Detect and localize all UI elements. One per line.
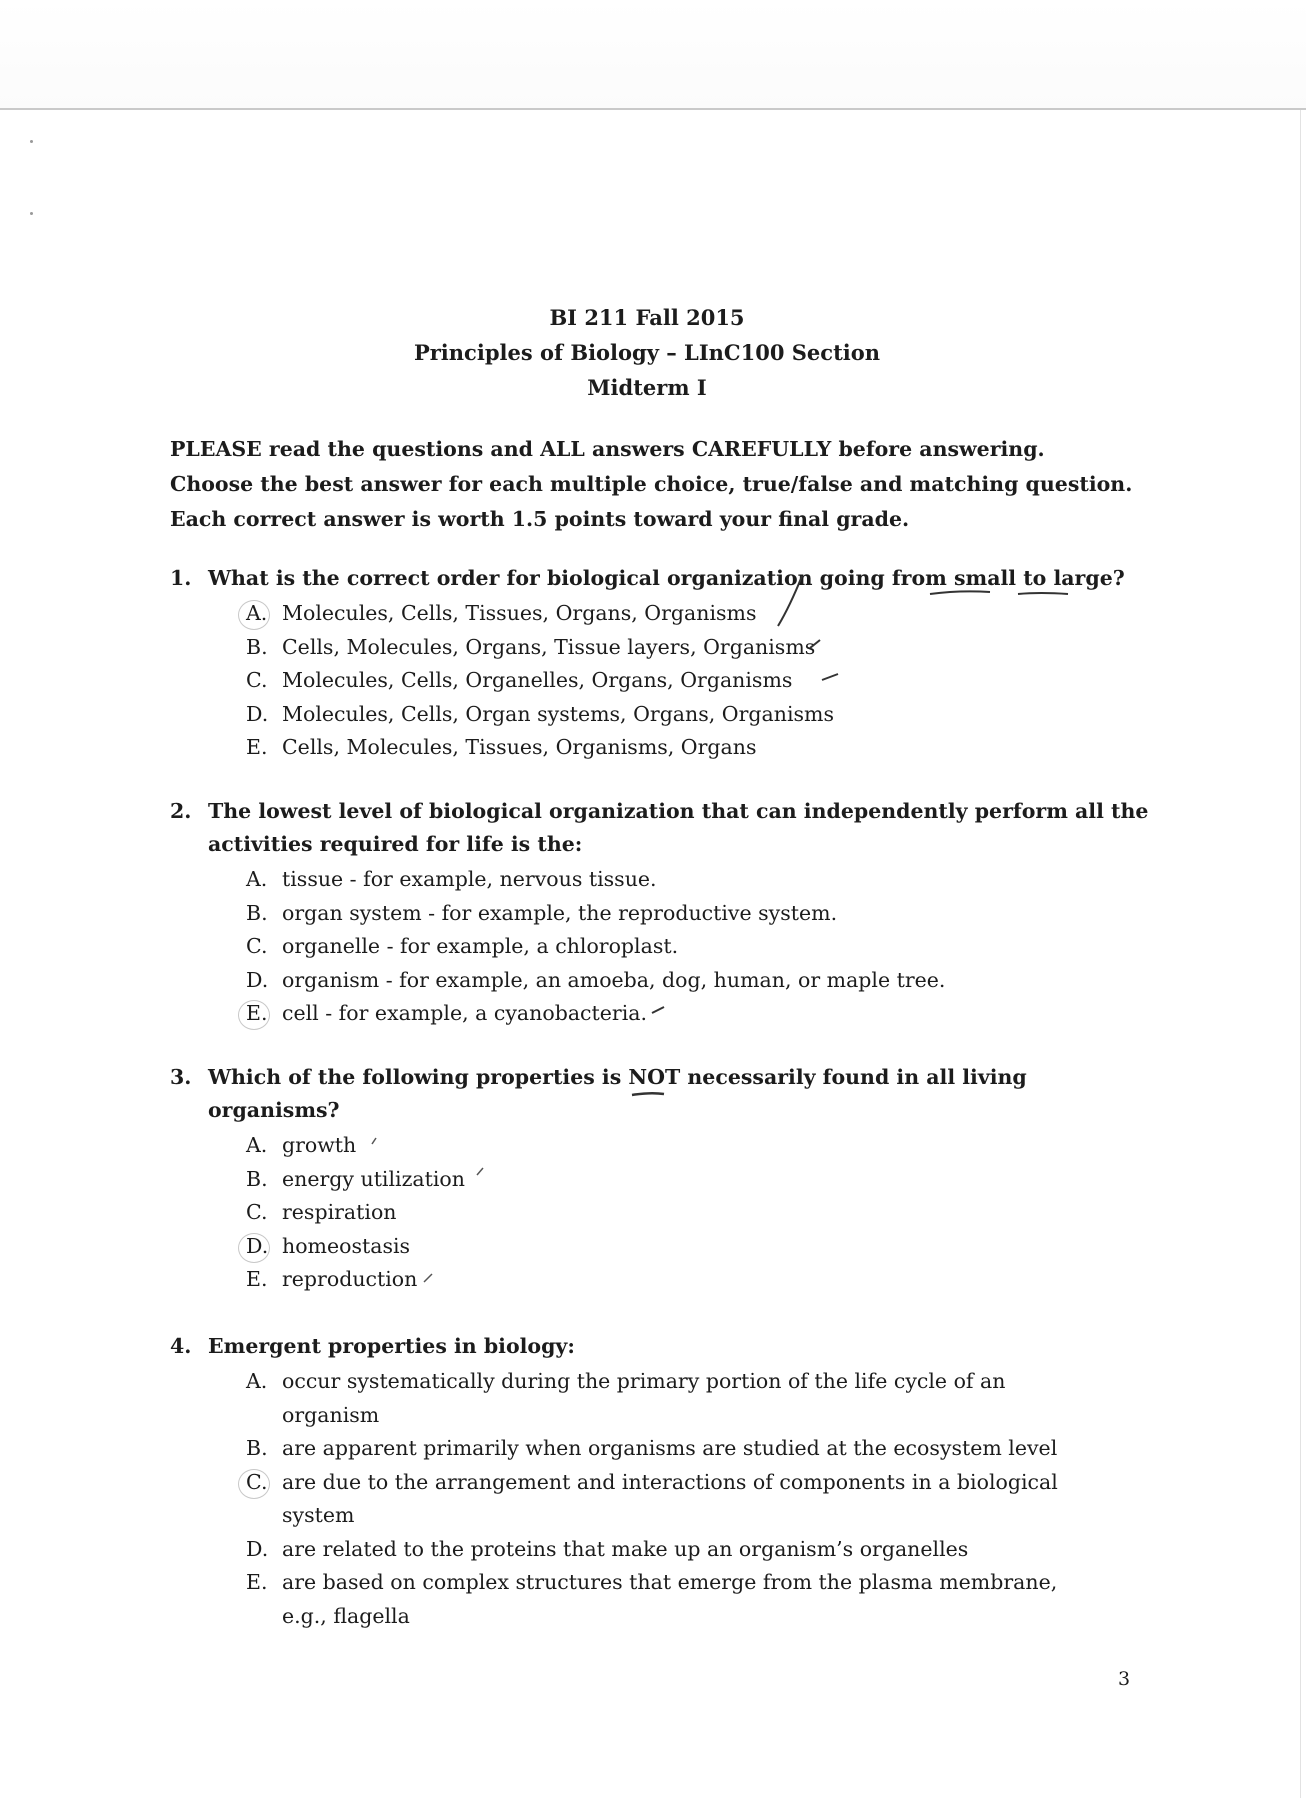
option[interactable] bbox=[168, 1196, 1088, 1230]
option-text: Molecules, Cells, Organ systems, Organs, Organisms bbox=[282, 701, 834, 726]
question-number: 3. bbox=[170, 1065, 192, 1089]
option-letter: B. bbox=[246, 1436, 268, 1460]
option[interactable] bbox=[168, 664, 1088, 698]
exam-header bbox=[0, 300, 1306, 405]
option[interactable] bbox=[168, 1365, 1088, 1432]
option-text: homeostasis bbox=[282, 1233, 411, 1258]
option-text: organ system - for example, the reproductive system. bbox=[282, 900, 838, 925]
option-text: are based on complex structures that emerge from the plasma membrane, e.g., flagella bbox=[282, 1570, 1058, 1628]
course-subtitle: Principles of Biology – LInC100 Section bbox=[413, 340, 881, 365]
option-letter: D. bbox=[246, 1536, 269, 1561]
option[interactable] bbox=[168, 731, 1088, 765]
option-letter: A. bbox=[246, 1369, 268, 1393]
option[interactable] bbox=[168, 930, 1088, 964]
option-text: Cells, Molecules, Tissues, Organisms, Organs bbox=[282, 735, 757, 759]
scan-background bbox=[0, 0, 1306, 110]
question-1 bbox=[168, 562, 1168, 765]
option-letter: D. bbox=[246, 701, 269, 726]
option-text: reproduction bbox=[282, 1267, 418, 1291]
option-letter: E. bbox=[246, 1570, 268, 1594]
option-letter: A. bbox=[246, 1133, 268, 1157]
question-text: Emergent properties in biology: bbox=[208, 1334, 575, 1358]
option-text: tissue - for example, nervous tissue. bbox=[282, 867, 657, 891]
option-text: occur systematically during the primary portion of the life cycle of an organism bbox=[282, 1369, 1006, 1427]
option-letter: C. bbox=[246, 934, 268, 958]
course-title: BI 211 Fall 2015 bbox=[549, 305, 745, 330]
option-letter: C. bbox=[246, 668, 268, 692]
option-text: organism - for example, an amoeba, dog, human, or maple tree. bbox=[282, 967, 946, 992]
instruction-line: Each correct answer is worth 1.5 points toward your final grade. bbox=[170, 507, 910, 531]
option-text: energy utilization bbox=[282, 1166, 465, 1191]
scan-speck bbox=[30, 140, 33, 143]
option[interactable] bbox=[168, 698, 1088, 732]
option-text: Molecules, Cells, Tissues, Organs, Organisms bbox=[282, 601, 757, 625]
option-letter: D. bbox=[246, 1233, 269, 1258]
question-text: The lowest level of biological organization that can independently perform all the activities required for life is the: bbox=[208, 799, 1149, 856]
option-text: growth bbox=[282, 1133, 357, 1157]
option[interactable] bbox=[168, 1129, 1088, 1163]
option[interactable] bbox=[168, 1163, 1088, 1197]
option[interactable] bbox=[168, 597, 1088, 631]
question-stem bbox=[168, 795, 1168, 861]
option-text: Molecules, Cells, Organelles, Organs, Organisms bbox=[282, 668, 793, 692]
option-text: are related to the proteins that make up an organism’s organelles bbox=[282, 1536, 969, 1561]
option-letter: B. bbox=[246, 900, 268, 925]
question-number: 4. bbox=[170, 1334, 192, 1358]
option[interactable] bbox=[168, 1466, 1088, 1533]
option-letter: E. bbox=[246, 735, 268, 759]
option-text: cell - for example, a cyanobacteria. bbox=[282, 1001, 647, 1025]
option-letter: B. bbox=[246, 1166, 268, 1191]
option[interactable] bbox=[168, 1432, 1088, 1466]
option-text: organelle - for example, a chloroplast. bbox=[282, 934, 679, 958]
instruction-line: PLEASE read the questions and ALL answers CAREFULLY before answering. bbox=[170, 437, 1045, 461]
question-number: 1. bbox=[170, 566, 192, 590]
question-stem bbox=[168, 562, 1168, 595]
page-number: 3 bbox=[1118, 1668, 1131, 1690]
question-4 bbox=[168, 1330, 1168, 1633]
instructions bbox=[170, 432, 1170, 537]
option-letter: A. bbox=[246, 601, 268, 625]
question-2 bbox=[168, 795, 1168, 1031]
option-text: respiration bbox=[282, 1200, 397, 1224]
option[interactable] bbox=[168, 997, 1088, 1031]
option[interactable] bbox=[168, 1533, 1088, 1567]
option-text: are apparent primarily when organisms are studied at the ecosystem level bbox=[282, 1436, 1058, 1460]
option[interactable] bbox=[168, 897, 1088, 931]
option-letter: E. bbox=[246, 1001, 268, 1025]
question-text: Which of the following properties is NOT necessarily found in all living organisms? bbox=[208, 1065, 1027, 1122]
option[interactable] bbox=[168, 631, 1088, 665]
option[interactable] bbox=[168, 863, 1088, 897]
scan-speck bbox=[30, 212, 33, 215]
option-letter: E. bbox=[246, 1267, 268, 1291]
question-3 bbox=[168, 1061, 1168, 1297]
option-letter: D. bbox=[246, 967, 269, 992]
option[interactable] bbox=[168, 1230, 1088, 1264]
option-text: are due to the arrangement and interactions of components in a biological system bbox=[282, 1469, 1058, 1527]
option[interactable] bbox=[168, 1566, 1088, 1633]
option[interactable] bbox=[168, 964, 1088, 998]
exam-title: Midterm I bbox=[587, 375, 707, 400]
question-stem bbox=[168, 1061, 1078, 1127]
option-letter: B. bbox=[246, 634, 268, 659]
instruction-line: Choose the best answer for each multiple choice, true/false and matching question. bbox=[170, 472, 1133, 496]
question-stem bbox=[168, 1330, 1168, 1363]
option-text: Cells, Molecules, Organs, Tissue layers, Organisms bbox=[282, 634, 816, 659]
option-letter: A. bbox=[246, 867, 268, 891]
option[interactable] bbox=[168, 1263, 1088, 1297]
question-text: What is the correct order for biological organization going from small to large? bbox=[208, 566, 1125, 590]
question-number: 2. bbox=[170, 799, 192, 823]
option-letter: C. bbox=[246, 1469, 268, 1494]
option-letter: C. bbox=[246, 1200, 268, 1224]
